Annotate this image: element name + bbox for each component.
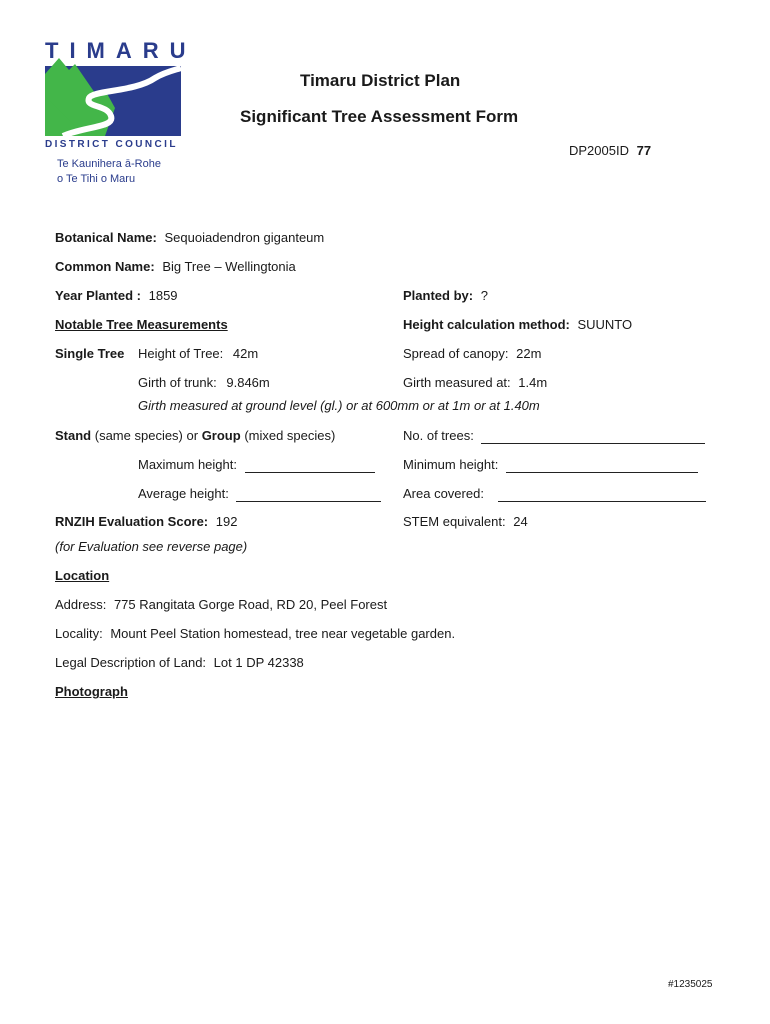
address-value: 775 Rangitata Gorge Road, RD 20, Peel Forest <box>113 597 388 612</box>
no-trees-field[interactable] <box>481 431 705 444</box>
legal-row <box>55 655 304 671</box>
botanical-name-label: Botanical Name: <box>55 230 157 245</box>
min-height-row <box>403 457 698 473</box>
no-trees-row <box>403 428 705 444</box>
no-trees-label: No. of trees: <box>403 428 474 443</box>
height-value: 42m <box>232 346 259 361</box>
avg-height-field[interactable] <box>236 489 381 502</box>
logo-subtitle: DISTRICT COUNCIL <box>45 139 178 150</box>
planted-by-label: Planted by: <box>403 288 474 303</box>
height-label: Height of Tree: <box>138 346 224 361</box>
min-height-field[interactable] <box>506 460 698 473</box>
common-name-row <box>55 259 296 275</box>
rnzih-row <box>55 514 237 530</box>
avg-height-label: Average height: <box>138 486 229 501</box>
group-paren: (mixed species) <box>244 428 336 443</box>
girth-measured-value: 1.4m <box>518 375 548 390</box>
logo-maori-line2: o Te Tihi o Maru <box>57 173 136 185</box>
logo-mountain-river-icon <box>45 56 183 138</box>
botanical-name-value: Sequoiadendron giganteum <box>164 230 325 245</box>
rnzih-label: RNZIH Evaluation Score: <box>55 514 209 529</box>
document-id-label: DP2005ID <box>569 143 629 158</box>
botanical-name-row <box>55 230 324 246</box>
measurements-heading: Notable Tree Measurements <box>55 317 228 332</box>
common-name-label: Common Name: <box>55 259 155 274</box>
avg-height-row <box>138 486 381 502</box>
logo-maori-line1: Te Kaunihera ā-Rohe <box>57 158 161 170</box>
planted-by-row <box>403 288 488 304</box>
year-planted-row <box>55 288 178 304</box>
legal-label: Legal Description of Land: <box>55 655 207 670</box>
address-row <box>55 597 387 613</box>
stem-value: 24 <box>513 514 528 529</box>
stand-label: Stand <box>55 428 92 443</box>
planted-by-value: ? <box>480 288 488 303</box>
stem-label: STEM equivalent: <box>403 514 506 529</box>
max-height-field[interactable] <box>245 460 375 473</box>
locality-row <box>55 626 455 642</box>
height-method-row <box>403 317 632 333</box>
max-height-label: Maximum height: <box>138 457 237 472</box>
plan-title: Timaru District Plan <box>300 71 461 90</box>
year-planted-label: Year Planted : <box>55 288 141 303</box>
girth-measured-label: Girth measured at: <box>403 375 511 390</box>
girth-row <box>138 375 270 391</box>
spread-row <box>403 346 541 362</box>
locality-value: Mount Peel Station homestead, tree near vegetable garden. <box>110 626 456 641</box>
max-height-row <box>138 457 375 473</box>
document-id-value: 77 <box>636 143 652 158</box>
footer-document-number: #1235025 <box>668 979 713 990</box>
min-height-label: Minimum height: <box>403 457 499 472</box>
area-covered-field[interactable] <box>498 489 706 502</box>
single-tree-label: Single Tree <box>55 346 125 361</box>
height-row <box>138 346 258 362</box>
form-title: Significant Tree Assessment Form <box>240 107 519 126</box>
location-heading: Location <box>55 568 110 583</box>
height-method-value: SUUNTO <box>577 317 633 332</box>
group-label: Group <box>201 428 241 443</box>
stand-group-row <box>55 428 335 444</box>
address-label: Address: <box>55 597 107 612</box>
evaluation-note: (for Evaluation see reverse page) <box>55 539 248 554</box>
stem-row <box>403 514 528 530</box>
stand-paren: (same species) or <box>94 428 199 443</box>
girth-label: Girth of trunk: <box>138 375 217 390</box>
spread-label: Spread of canopy: <box>403 346 509 361</box>
locality-label: Locality: <box>55 626 103 641</box>
area-covered-row <box>403 486 706 502</box>
girth-note: Girth measured at ground level (gl.) or at 600mm or at 1m or at 1.40m <box>138 398 540 413</box>
rnzih-value: 192 <box>215 514 238 529</box>
girth-value: 9.846m <box>226 375 270 390</box>
height-method-label: Height calculation method: <box>403 317 570 332</box>
year-planted-value: 1859 <box>148 288 178 303</box>
common-name-value: Big Tree – Wellingtonia <box>162 259 296 274</box>
legal-value: Lot 1 DP 42338 <box>213 655 304 670</box>
document-id <box>569 143 651 159</box>
photograph-heading: Photograph <box>55 684 128 699</box>
girth-measured-row <box>403 375 547 391</box>
spread-value: 22m <box>516 346 542 361</box>
logo-name: TIMARU <box>45 38 197 63</box>
area-covered-label: Area covered: <box>403 486 484 501</box>
